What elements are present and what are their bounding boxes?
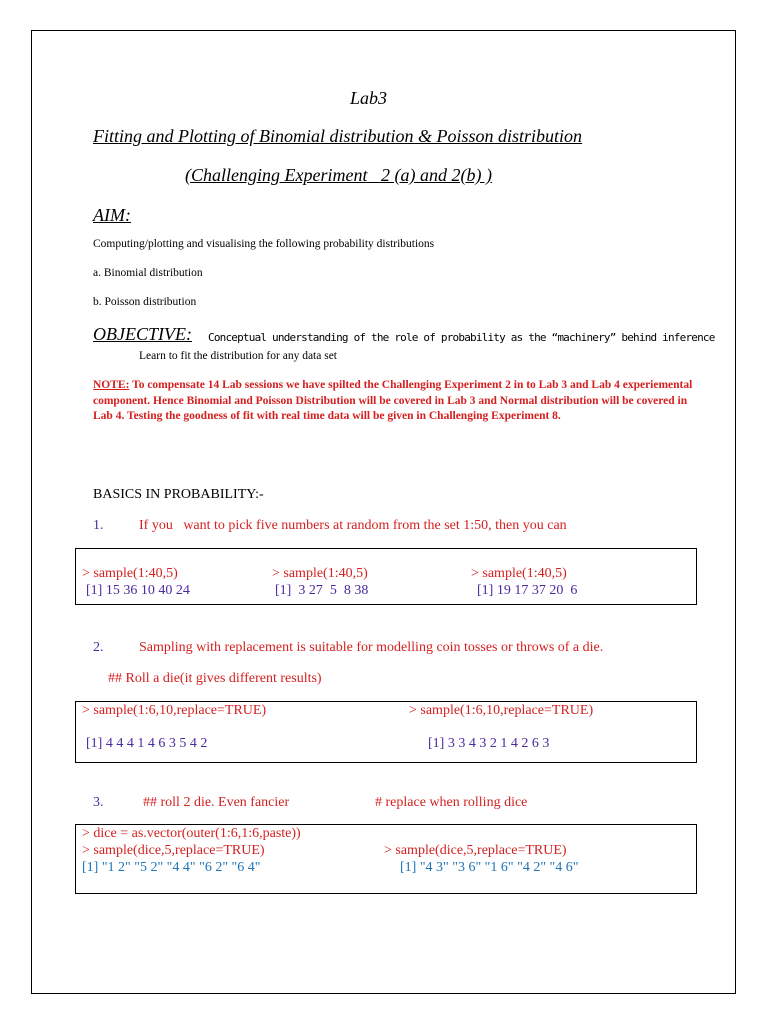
code3-out-1: [1] "1 2" "5 2" "4 4" "6 2" "6 4" [82, 860, 261, 875]
item3-number: 3. [93, 795, 104, 810]
code3-cmd-1: > sample(dice,5,replace=TRUE) [82, 843, 265, 858]
objective-line-1: Conceptual understanding of the role of probability as the “machinery” behind inference [208, 331, 715, 344]
note-paragraph [93, 378, 693, 425]
code3-line-1: > dice = as.vector(outer(1:6,1:6,paste)) [82, 826, 301, 841]
item1-number: 1. [93, 518, 104, 533]
code1-out-3: [1] 19 17 37 20 6 [477, 583, 578, 598]
code3-cmd-2: > sample(dice,5,replace=TRUE) [384, 843, 567, 858]
objective-heading: OBJECTIVE: [93, 324, 192, 344]
code1-out-1: [1] 15 36 10 40 24 [86, 583, 190, 598]
note-text: To compensate 14 Lab sessions we have spilted the Challenging Experiment 2 in to Lab 3 and Lab 4 experiemental component. Hence Binomial and Poisson Distribution will be covered in Lab 3 and Normal distribution will be covered in Lab 4. Testing the goodness of fit with real time data will be given in Challenging Experiment 8. [93, 379, 693, 423]
objective-line-2: Learn to fit the distribution for any data set [139, 350, 337, 362]
item3-text: ## roll 2 die. Even fancier [143, 795, 290, 810]
code1-cmd-2: > sample(1:40,5) [272, 566, 368, 581]
roll-comment: ## Roll a die(it gives different results) [108, 671, 322, 686]
aim-item-binomial: a. Binomial distribution [93, 267, 203, 279]
code1-out-2: [1] 3 27 5 8 38 [275, 583, 369, 598]
code2-cmd-2: > sample(1:6,10,replace=TRUE) [409, 703, 594, 718]
code2-cmd-1: > sample(1:6,10,replace=TRUE) [82, 703, 267, 718]
aim-heading: AIM: [93, 205, 131, 225]
item1-text: If you want to pick five numbers at random from the set 1:50, then you can [139, 518, 567, 533]
aim-text: Computing/plotting and visualising the following probability distributions [93, 238, 435, 250]
code3-out-2: [1] "4 3" "3 6" "1 6" "4 2" "4 6" [400, 860, 579, 875]
aim-item-poisson: b. Poisson distribution [93, 296, 197, 308]
code2-out-2: [1] 3 3 4 3 2 1 4 2 6 3 [428, 736, 550, 751]
item3-comment: # replace when rolling dice [375, 795, 528, 810]
item2-text: Sampling with replacement is suitable for modelling coin tosses or throws of a die. [139, 640, 604, 655]
code1-cmd-1: > sample(1:40,5) [82, 566, 178, 581]
code2-out-1: [1] 4 4 4 1 4 6 3 5 4 2 [86, 736, 208, 751]
basics-heading: BASICS IN PROBABILITY:- [93, 487, 264, 502]
document-subtitle: (Challenging Experiment 2 (a) and 2(b) ) [185, 165, 492, 185]
code1-cmd-3: > sample(1:40,5) [471, 566, 567, 581]
item2-number: 2. [93, 640, 104, 655]
note-label: NOTE: [93, 379, 130, 391]
lab-title: Lab3 [350, 88, 388, 108]
document-title: Fitting and Plotting of Binomial distribution & Poisson distribution [93, 126, 583, 146]
